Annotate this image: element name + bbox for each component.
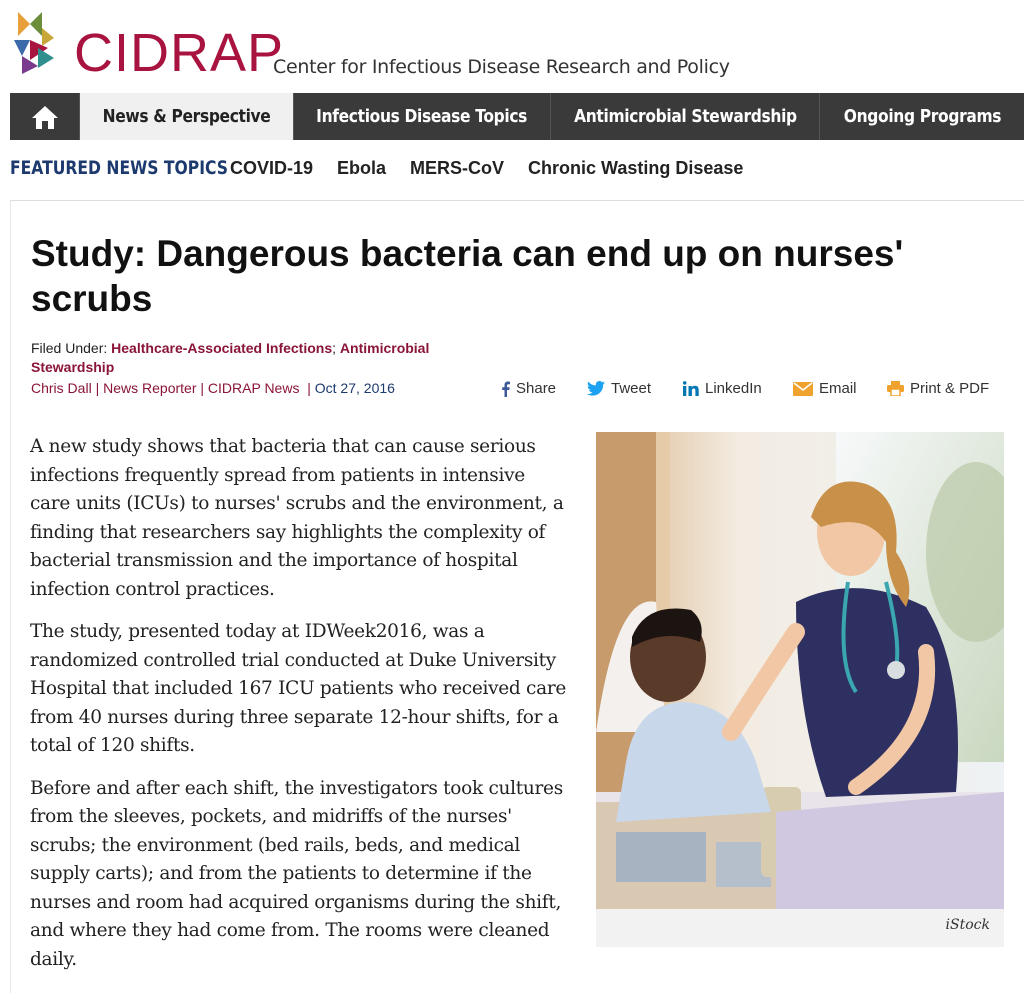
print-icon	[887, 381, 904, 396]
featured-topics-bar	[10, 155, 743, 181]
share-facebook[interactable]: Share	[501, 380, 556, 397]
site-header	[0, 0, 1024, 93]
home-icon	[30, 104, 60, 130]
author-link[interactable]: Chris Dall	[31, 380, 92, 396]
category-link-hai[interactable]: Healthcare-Associated Infections	[111, 340, 333, 356]
main-nav	[10, 93, 1024, 140]
article-title: Study: Dangerous bacteria can end up on nurses' scrubs	[31, 233, 904, 319]
publish-date: Oct 27, 2016	[314, 380, 395, 396]
nurse-patient-photo	[596, 432, 1004, 909]
cidrap-logo-icon[interactable]	[8, 8, 70, 78]
filed-label: Filed Under:	[31, 340, 108, 356]
featured-link-cwd[interactable]: Chronic Wasting Disease	[528, 157, 744, 178]
featured-link-covid[interactable]: COVID-19	[230, 157, 314, 178]
nav-ongoing-programs[interactable]: Ongoing Programs	[843, 106, 1001, 127]
category-link-stewardship[interactable]: Antimicrobial Stewardship	[31, 340, 430, 375]
article	[10, 200, 1024, 993]
author-role: News Reporter	[103, 380, 197, 396]
share-print-pdf[interactable]: Print & PDF	[887, 380, 989, 397]
filed-under: Filed Under: Healthcare-Associated Infections; Antimicrobial Stewardship	[31, 340, 430, 375]
article-photo	[596, 432, 1004, 947]
article-body	[30, 433, 570, 988]
brand-tagline: Center for Infectious Disease Research and Policy	[273, 56, 730, 78]
share-email[interactable]: Email	[793, 380, 857, 397]
byline: Chris Dall | News Reporter | CIDRAP News | Oct 27, 2016	[31, 380, 395, 396]
home-button[interactable]	[10, 93, 80, 140]
facebook-icon	[501, 381, 510, 397]
article-paragraph: The study, presented today at IDWeek2016, was a randomized controlled trial conducted at Duke University Hospital that included 167 ICU patients who received care from 40 nurses during three separate 12-hour shifts, for a total of 120 shifts.	[30, 621, 567, 756]
article-paragraph: Before and after each shift, the investigators took cultures from the sleeves, pockets, and midriffs of the nurses' scrubs; the environment (bed rails, beds, and medical supply carts); and from the patients to determine if the nurses and room had acquired organisms during the shift, and where they had come from. The rooms were cleaned daily.	[30, 777, 563, 970]
article-paragraph: A new study shows that bacteria that can cause serious infections frequently spread from patients in intensive care units (ICUs) to nurses' scrubs and the environment, a finding that researchers say highlights the complexity of bacterial transmission and the importance of hospital infection control practices.	[30, 436, 564, 600]
featured-label: FEATURED NEWS TOPICS	[10, 157, 228, 179]
nav-news-perspective[interactable]: News & Perspective	[80, 93, 294, 140]
photo-credit: iStock	[945, 917, 990, 933]
share-linkedin[interactable]: LinkedIn	[683, 380, 762, 397]
outlet-link[interactable]: CIDRAP News	[207, 380, 300, 396]
email-icon	[793, 382, 813, 396]
nav-infectious-disease-topics[interactable]: Infectious Disease Topics	[294, 93, 551, 140]
featured-link-ebola[interactable]: Ebola	[337, 157, 387, 178]
linkedin-icon	[683, 381, 699, 396]
brand-name[interactable]: CIDRAP	[74, 23, 285, 83]
twitter-icon	[587, 381, 605, 396]
nav-antimicrobial-stewardship[interactable]: Antimicrobial Stewardship	[551, 93, 820, 140]
featured-link-mers[interactable]: MERS-CoV	[410, 157, 505, 178]
share-twitter[interactable]: Tweet	[587, 380, 651, 397]
